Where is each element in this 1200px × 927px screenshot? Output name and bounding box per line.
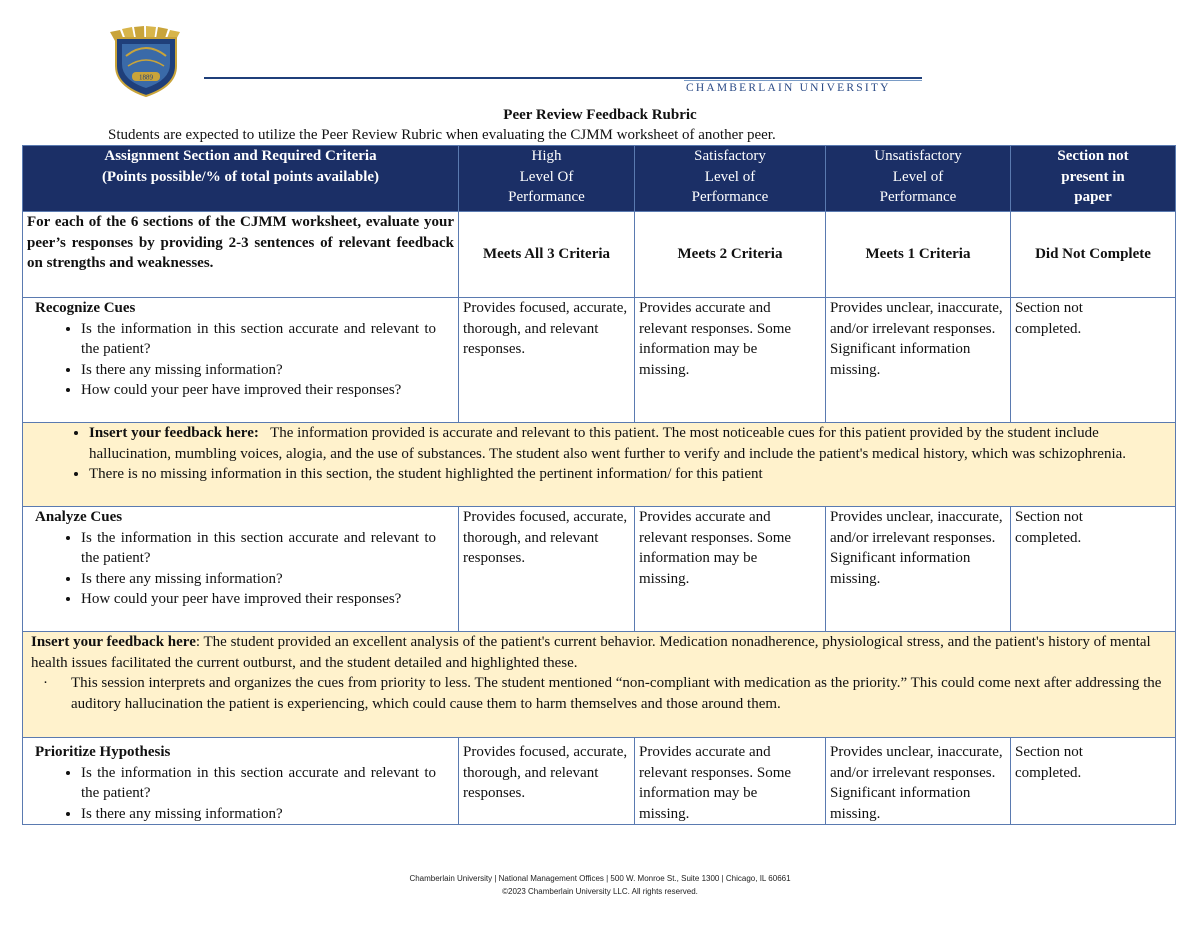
header-criteria-line2: (Points possible/% of total points available)	[101, 168, 380, 185]
level-high-cell: Provides focused, accurate, thorough, and relevant responses.	[459, 507, 635, 632]
header-high-line3: Performance	[508, 189, 585, 205]
level-satisfactory-cell	[635, 738, 826, 825]
criteria-high: Meets All 3 Criteria	[459, 212, 635, 298]
level-not-present-cell: Section not completed.	[1011, 507, 1176, 632]
header-unsatisfactory-line2: Level of	[892, 168, 944, 185]
question-list	[27, 763, 454, 825]
feedback-cell	[23, 632, 1176, 738]
level-unsatisfactory-cell: Provides unclear, inaccurate, and/or irrelevant responses. Significant information missing.	[826, 507, 1011, 632]
section-criteria-cell	[23, 507, 459, 632]
level-high-cell: Provides focused, accurate, thorough, and relevant responses.	[459, 738, 635, 825]
feedback-list	[27, 673, 1171, 714]
section-title: Prioritize Hypothesis	[35, 744, 171, 760]
question-item: • How could your peer have improved their responses?	[81, 589, 454, 610]
section-criteria-cell	[23, 738, 459, 825]
feedback-item	[89, 423, 1171, 464]
header-not-present-line3: paper	[1074, 189, 1112, 205]
question-list	[27, 319, 454, 401]
intro-row	[23, 212, 1176, 298]
feedback-list	[27, 423, 1171, 485]
rubric-table	[22, 145, 1176, 825]
header-satisfactory-line3: Performance	[691, 189, 769, 205]
feedback-row	[23, 423, 1176, 507]
level-satisfactory-clip: Provides accurate and relevant responses. Some information may be missing.	[639, 744, 792, 822]
university-name: CHAMBERLAIN UNIVERSITY	[686, 82, 891, 94]
question-item: • Is the information in this section accurate and relevant to the patient?	[81, 763, 454, 804]
header-satisfactory	[635, 146, 826, 212]
question-item: • Is there any missing information?	[81, 569, 454, 590]
question-item: • How could your peer have improved their responses?	[81, 380, 454, 401]
header-rule	[204, 77, 922, 79]
feedback-cell	[23, 423, 1176, 507]
criteria-unsatisfactory: Meets 1 Criteria	[826, 212, 1011, 298]
header-not-present	[1011, 146, 1176, 212]
level-not-present-cell: Section not completed.	[1011, 738, 1176, 825]
header-criteria	[23, 146, 459, 212]
criteria-not-present: Did Not Complete	[1011, 212, 1176, 298]
footer-copyright: ©2023 Chamberlain University LLC. All rights reserved.	[502, 887, 698, 896]
level-high-cell: Provides focused, accurate, thorough, and relevant responses.	[459, 298, 635, 423]
header-not-present-line2: present in	[1061, 168, 1125, 185]
intro-instructions: For each of the 6 sections of the CJMM worksheet, evaluate your peer’s responses by providing 2-3 sentences of relevant feedback on strengths and weaknesses.	[23, 212, 459, 298]
question-list	[27, 528, 454, 610]
header-rule-secondary	[684, 80, 922, 81]
section-title: Recognize Cues	[35, 300, 136, 316]
header-satisfactory-line2: Level of	[704, 168, 756, 185]
level-unsatisfactory-cell	[826, 738, 1011, 825]
question-item: • Is there any missing information?	[81, 804, 454, 825]
section-row-analyze-cues	[23, 507, 1176, 632]
question-item: • Is the information in this section accurate and relevant to the patient?	[81, 319, 454, 360]
level-not-present-cell: Section not completed.	[1011, 298, 1176, 423]
header-unsatisfactory	[826, 146, 1011, 212]
header-row	[23, 146, 1176, 212]
feedback-item: · This session interprets and organizes the cues from priority to less. The student mentioned “non-compliant with medication as the priority.” This could come next after addressing the auditory hallucination the patient is experiencing, which could cause them to harm themselves and those around them.	[71, 673, 1171, 714]
feedback-row	[23, 632, 1176, 738]
feedback-item: • There is no missing information in this section, the student highlighted the pertinent information/ for this patient	[89, 464, 1171, 485]
document-title: Peer Review Feedback Rubric	[503, 107, 697, 123]
header-unsatisfactory-line1: Unsatisfactory	[874, 148, 962, 164]
header-high-line2: Level Of	[519, 168, 574, 185]
header-high-line1: High	[531, 148, 562, 164]
criteria-satisfactory: Meets 2 Criteria	[635, 212, 826, 298]
feedback-label: Insert your feedback here	[31, 634, 196, 650]
level-unsatisfactory-clip: Provides unclear, inaccurate, and/or irrelevant responses. Significant information missing.	[830, 744, 1003, 822]
document-subtitle: Students are expected to utilize the Peer Review Rubric when evaluating the CJMM worksheet of another peer.	[108, 127, 776, 143]
footer-address: Chamberlain University | National Management Offices | 500 W. Monroe St., Suite 1300 | Chicago, IL 60661	[409, 874, 791, 883]
header-unsatisfactory-line3: Performance	[879, 189, 957, 205]
question-item: • Is the information in this section accurate and relevant to the patient?	[81, 528, 454, 569]
section-row-recognize-cues	[23, 298, 1176, 423]
feedback-text: : The student provided an excellent analysis of the patient's current behavior. Medication nonadherence, physiological stress, and the patient's history of mental health issues facilitated the current outburst, and the student detailed and highlighted these.	[31, 634, 1151, 671]
header-criteria-line1: Assignment Section and Required Criteria	[104, 148, 377, 164]
header-high	[459, 146, 635, 212]
level-satisfactory-cell: Provides accurate and relevant responses. Some information may be missing.	[635, 507, 826, 632]
header-satisfactory-line1: Satisfactory	[694, 148, 766, 164]
level-unsatisfactory-cell: Provides unclear, inaccurate, and/or irrelevant responses. Significant information missing.	[826, 298, 1011, 423]
university-logo	[108, 26, 184, 98]
level-satisfactory-cell: Provides accurate and relevant responses. Some information may be missing.	[635, 298, 826, 423]
feedback-paragraph	[27, 632, 1171, 673]
feedback-label: Insert your feedback here:	[89, 425, 259, 441]
section-title: Analyze Cues	[35, 509, 123, 525]
logo-year: 1889	[139, 73, 153, 82]
header-not-present-line1: Section not	[1057, 148, 1129, 164]
section-row-prioritize-hypothesis	[23, 738, 1176, 825]
question-item: • Is there any missing information?	[81, 360, 454, 381]
section-criteria-cell	[23, 298, 459, 423]
feedback-text: The information provided is accurate and relevant to this patient. The most noticeable cues for this patient provided by the student include hallucination, mumbling voices, alogia, and the use of substances. The student also went further to verify and include the patient's medical history, which was schizophrenia.	[89, 425, 1127, 462]
